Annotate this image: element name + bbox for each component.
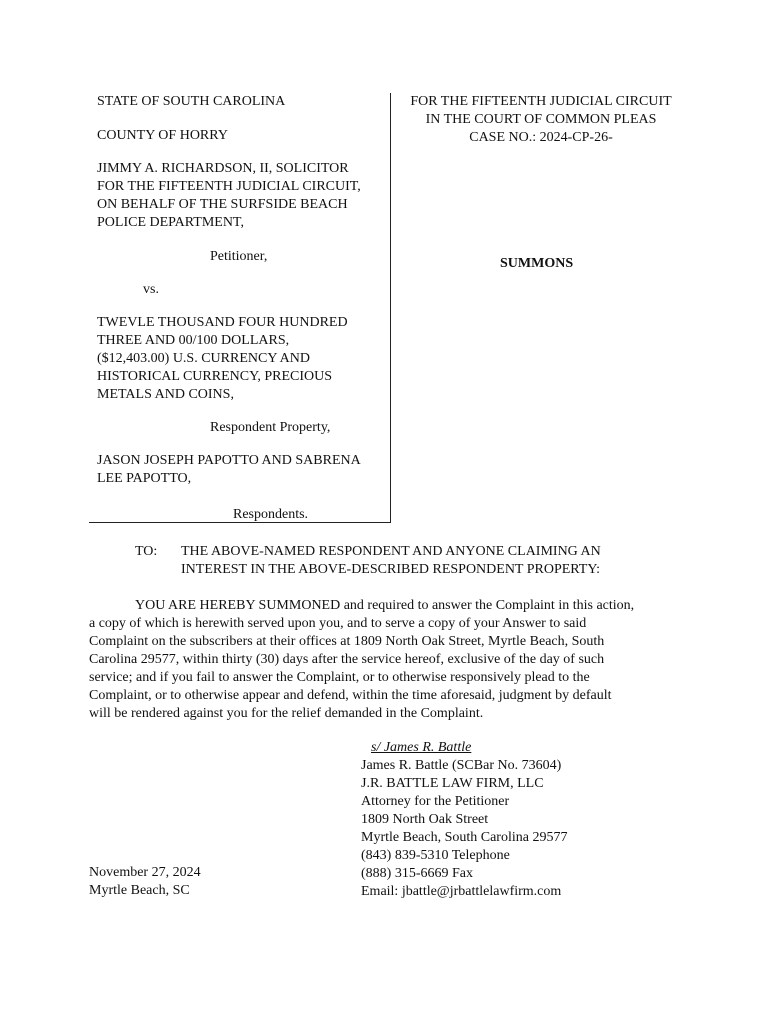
property-line: THREE AND 00/100 DOLLARS, xyxy=(97,333,290,348)
respondent-property-role: Respondent Property, xyxy=(210,420,331,435)
document-date: November 27, 2024 xyxy=(89,865,201,880)
body-line: a copy of which is herewith served upon you, and to serve a copy of your Answer to said xyxy=(89,616,587,631)
street-address: 1809 North Oak Street xyxy=(361,812,489,827)
respondent-names xyxy=(97,452,361,488)
law-firm-name: J.R. BATTLE LAW FIRM, LLC xyxy=(361,776,544,791)
to-line: INTEREST IN THE ABOVE-DESCRIBED RESPONDENT PROPERTY: xyxy=(181,562,601,577)
court-heading-line: FOR THE FIFTEENTH JUDICIAL CIRCUIT xyxy=(410,94,672,109)
property-line: HISTORICAL CURRENCY, PRECIOUS xyxy=(97,369,333,384)
email-address: Email: jbattle@jrbattlelawfirm.com xyxy=(361,884,562,899)
body-line: Carolina 29577, within thirty (30) days after the service hereof, exclusive of the day of such xyxy=(89,652,605,667)
respondent-name-line: LEE PAPOTTO, xyxy=(97,471,192,486)
date-place xyxy=(89,864,201,900)
document-place: Myrtle Beach, SC xyxy=(89,883,190,898)
attorney-info xyxy=(361,757,567,901)
to-label: TO: xyxy=(135,544,158,559)
respondents-role: Respondents. xyxy=(233,507,309,522)
county-name: COUNTY OF HORRY xyxy=(97,128,228,143)
fax: (888) 315-6669 Fax xyxy=(361,866,473,881)
petitioner-name-line: POLICE DEPARTMENT, xyxy=(97,215,244,230)
court-heading-line: IN THE COURT OF COMMON PLEAS xyxy=(425,112,657,127)
to-line: THE ABOVE-NAMED RESPONDENT AND ANYONE CLAIMING AN xyxy=(181,544,601,559)
caption-bottom-rule xyxy=(89,522,391,523)
telephone: (843) 839-5310 Telephone xyxy=(361,848,510,863)
body-line: Complaint, or to otherwise appear and defend, within the time aforesaid, judgment by default xyxy=(89,688,612,703)
petitioner-role: Petitioner, xyxy=(210,249,268,264)
body-line: service; and if you fail to answer the Complaint, or to otherwise responsively plead to the xyxy=(89,670,590,685)
property-line: ($12,403.00) U.S. CURRENCY AND xyxy=(97,351,310,366)
state-name: STATE OF SOUTH CAROLINA xyxy=(97,94,286,109)
summons-body xyxy=(89,597,634,723)
to-addressees xyxy=(181,543,601,579)
attorney-role: Attorney for the Petitioner xyxy=(361,794,510,809)
body-line: Complaint on the subscribers at their offices at 1809 North Oak Street, Myrtle Beach, South xyxy=(89,634,605,649)
attorney-name: James R. Battle (SCBar No. 73604) xyxy=(361,758,562,773)
property-line: TWEVLE THOUSAND FOUR HUNDRED xyxy=(97,315,348,330)
petitioner-name-line: FOR THE FIFTEENTH JUDICIAL CIRCUIT, xyxy=(97,179,361,194)
versus-label: vs. xyxy=(143,282,159,297)
respondent-property-description xyxy=(97,314,348,404)
body-line: YOU ARE HEREBY SUMMONED and required to answer the Complaint in this action, xyxy=(135,598,635,613)
caption-vertical-rule xyxy=(390,93,391,523)
petitioner-name-line: JIMMY A. RICHARDSON, II, SOLICITOR xyxy=(97,161,349,176)
electronic-signature: s/ James R. Battle xyxy=(371,740,472,755)
petitioner-name xyxy=(97,160,361,232)
respondent-name-line: JASON JOSEPH PAPOTTO AND SABRENA xyxy=(97,453,361,468)
court-heading xyxy=(396,93,686,147)
body-line: will be rendered against you for the relief demanded in the Complaint. xyxy=(89,706,484,721)
city-state-zip: Myrtle Beach, South Carolina 29577 xyxy=(361,830,568,845)
property-line: METALS AND COINS, xyxy=(97,387,234,402)
case-number: CASE NO.: 2024-CP-26- xyxy=(469,130,613,145)
document-title: SUMMONS xyxy=(500,256,574,271)
petitioner-name-line: ON BEHALF OF THE SURFSIDE BEACH xyxy=(97,197,348,212)
